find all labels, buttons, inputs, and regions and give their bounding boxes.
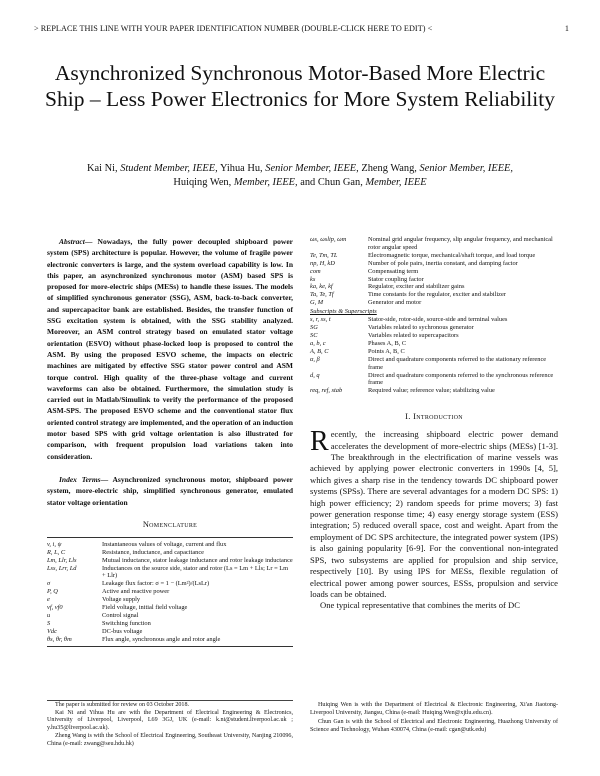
nomenclature-row — [47, 580, 293, 588]
introduction-paragraph-1 — [310, 426, 558, 600]
symbol: Lm, Llr, Lls — [47, 556, 77, 564]
symbol: P, Q — [47, 588, 58, 596]
symbol: Vdc — [47, 627, 57, 635]
symbol-description: Leakage flux factor: σ = 1 − (Lm²)/(LsLr) — [102, 580, 210, 588]
author-name: Zheng Wang, — [361, 163, 417, 174]
nomenclature-row — [310, 316, 558, 324]
page-number: 1 — [564, 24, 569, 33]
right-column — [310, 236, 558, 612]
nomenclature-row — [47, 628, 293, 636]
subscripts-table — [310, 316, 558, 395]
author-role: Senior Member, IEEE, — [419, 163, 514, 174]
symbol: np, H, kD — [310, 259, 335, 267]
symbol: u — [47, 611, 51, 619]
footnotes-left — [47, 702, 293, 748]
symbol-description: Instantaneous values of voltage, current and flux — [102, 540, 227, 548]
symbol-description: Stator coupling factor — [368, 275, 424, 283]
symbol: SC — [310, 331, 318, 339]
nomenclature-row — [47, 557, 293, 565]
nomenclature-row — [47, 596, 293, 604]
symbol: σ — [47, 580, 51, 588]
introduction-text: ecently, the increasing shipboard electric power demand accelerates the development of more-electric ships (MESs) [1-3]. The breakthrough in the electrification of marine vessels was achieved by applying power electronic converters in 1990s [4, 5], which gives a sharp rise in the tendency towards DC shipboard power systems (SPSs). There are several advantages for a modern DC SPS: 1) high power efficiency; 2) random speeds for prime movers; 3) fast power generation response time; 4) easy energy storage system (ESS) integration; 5) reduced overall space, cost and weight. Apart from the employment of DC SPS architecture, the integrated power system (IPS) is also gaining popularity [6-9]. For the conventional non-integrated SPS, two subsystems are applied for propulsion and ship service, respectively [10]. By using IPS for MESs, flexible regulation of electrical power among power sources, ESSs, propulsion and service loads can be obtained. — [310, 429, 558, 599]
symbol-description: Resistance, inductance, and capacitance — [102, 548, 205, 556]
symbol-description: Variables related to supercapacitors — [368, 331, 459, 339]
abstract-label: Abstract — [59, 237, 85, 246]
author-role: Member, IEEE — [365, 177, 427, 188]
index-terms-text: — Asynchronized synchronous motor, shipboard power system, more-electric ship, simplified synchronous generator, emulated stator voltage orientation — [47, 474, 294, 507]
author-role: Student Member, IEEE, — [120, 163, 218, 174]
symbol: a, b, c — [310, 339, 326, 347]
subscripts-heading: Subscripts & Superscripts — [310, 308, 377, 316]
nomenclature-row — [47, 604, 293, 612]
author-name: Kai Ni, — [86, 163, 118, 174]
nomenclature-row — [47, 620, 293, 628]
author-name: and Chun Gan, — [300, 177, 363, 188]
footnote-affiliation: Chun Gan is with the School of Electrical and Electronic Engineering, Huazhong University of Science and Technology, Wuhan 430074, China (e-mail: cgan@utk.edu) — [310, 719, 558, 734]
symbol: G, M — [310, 299, 324, 307]
nomenclature-row — [310, 299, 558, 307]
nomenclature-row — [47, 537, 293, 548]
symbol: s, r, ss, t — [310, 316, 331, 324]
symbol: Ta, Te, Tf — [310, 291, 334, 299]
running-header — [34, 24, 569, 33]
left-column — [47, 236, 293, 647]
nomenclature-row — [310, 252, 558, 260]
nomenclature-row — [47, 549, 293, 557]
paper-title: Asynchronized Synchronous Motor-Based More Electric Ship – Less Power Electronics for More System Reliability — [45, 61, 555, 111]
symbol-description: Regulator, exciter and stabilizer gains — [368, 283, 465, 291]
symbol-description: Required value; reference value; stabilizing value — [368, 387, 495, 395]
symbol: R, L, C — [47, 548, 66, 556]
symbol-description: Direct and quadrature components referred to the synchronous reference frame — [368, 371, 554, 387]
symbol: SG — [310, 324, 318, 332]
nomenclature-row — [47, 636, 293, 646]
author-list — [60, 162, 540, 190]
symbol-description: DC-bus voltage — [102, 627, 143, 635]
symbol: S — [47, 619, 51, 627]
symbol-description: Control signal — [102, 611, 139, 619]
abstract — [47, 236, 293, 462]
footnote-divider — [47, 700, 293, 701]
nomenclature-table-left — [47, 537, 293, 647]
symbol-description: Voltage supply — [102, 596, 141, 604]
footnote-submission: The paper is submitted for review on 03 October 2018. — [55, 702, 190, 708]
symbol: ωs, ωslip, ωm — [310, 236, 347, 243]
symbol: Te, Tm, TL — [310, 251, 338, 259]
nomenclature-row — [47, 612, 293, 620]
symbol-description: Active and reactive power — [102, 588, 170, 596]
symbol-description: Stator-side, rotor-side, source-side and terminal values — [368, 316, 508, 324]
symbol-description: Phases A, B, C — [368, 339, 407, 347]
nomenclature-row — [310, 283, 558, 291]
symbol-description: Generator and motor — [368, 299, 422, 307]
nomenclature-row — [47, 565, 293, 581]
nomenclature-row — [310, 372, 558, 388]
nomenclature-row — [310, 260, 558, 268]
symbol: α, β — [310, 355, 320, 363]
nomenclature-row — [310, 387, 558, 395]
introduction-paragraph-2: One typical representative that combines the merits of DC — [320, 600, 520, 611]
symbol: ks — [310, 275, 316, 283]
footnote-affiliation: Zheng Wang is with the School of Electrical Engineering, Southeast University, Nanjing 210096, China (e-mail: zwang@seu.hdu.hk) — [47, 732, 293, 747]
symbol: ka, ke, kf — [310, 283, 333, 291]
symbol: req, ref, stab — [310, 387, 343, 395]
symbol-description: Field voltage, initial field voltage — [102, 604, 188, 612]
index-terms — [47, 474, 293, 508]
symbol: com — [310, 267, 321, 275]
symbol-description: Inductances on the source side, stator and rotor (Ls = Lm + Lls; Lr = Lm + Llr) — [102, 564, 289, 580]
symbol-description: Electromagnetic torque, mechanical/shaft torque, and load torque — [368, 251, 536, 259]
symbol: Lss, Lrr, Ld — [47, 564, 77, 572]
abstract-text: — Nowadays, the fully power decoupled shipboard power system (SPS) architecture is popular. However, the volume of fragile power electronic converters is large, and the system overload capability is low. In this paper, an asynchronized synchronous motor (ASM) based SPS is proposed for more-electric ships (MESs) to handle these issues. The models of simplified synchronous generator (SSG), ASM, back-to-back converter, and supercapacitor bank are established. Besides, the transfer function of SSG excitation system is obtained, with the SSG stability analyzed. Moreover, an ASM control strategy based on emulated stator voltage orientation (ESVO) without phase-locked loop is proposed to control the ASM. By using the proposed ESVO scheme, the impacts on electric machines are mitigated by effective SSG stator power control and ASM torque control. High quality of the three-phase voltage and current waveforms can also be obtained. Furthermore, the simulation study is carried out in Matlab/Simulink to verify the performance of the proposed ASM-SPS. The proposed ESVO scheme and the conventional stator flux oriented control strategy are implemented, and the operation of an induction motor based SPS with grid voltage orientation is also illustrated for comparison, with frequent propulsion load variations taken into consideration. — [47, 237, 293, 461]
running-title[interactable]: > REPLACE THIS LINE WITH YOUR PAPER IDENTIFICATION NUMBER (DOUBLE-CLICK HERE TO EDIT) < — [34, 24, 433, 33]
dropcap-letter: R — [310, 426, 329, 458]
footnote-affiliation: Huiqing Wen is with the Department of Electrical & Electronic Engineering, Xi'an Jiaotong-Liverpool University, Jiangsu, China (e-mail: Huiqing.Wen@xjtlu.edu.cn). — [310, 702, 558, 716]
symbol-description: Nominal grid angular frequency, slip angular frequency, and mechanical rotor angular speed — [368, 236, 553, 251]
nomenclature-row — [310, 236, 558, 252]
nomenclature-row — [47, 588, 293, 596]
symbol-description: Number of pole pairs, inertia constant, and damping factor — [368, 259, 518, 267]
author-role: Member, IEEE, — [233, 177, 298, 188]
symbol: e — [47, 596, 50, 604]
author-name: Huiqing Wen, — [173, 177, 232, 188]
symbol: θs, θr, θm — [47, 635, 72, 643]
nomenclature-row — [310, 291, 558, 299]
author-name: Yihua Hu, — [219, 163, 263, 174]
symbol-description: Variables related to sychronous generator — [368, 324, 474, 332]
author-role: Senior Member, IEEE, — [265, 163, 359, 174]
nomenclature-row — [310, 276, 558, 284]
nomenclature-row — [310, 268, 558, 276]
symbol-description: Compensating term — [368, 267, 419, 275]
nomenclature-heading: Nomenclature — [142, 519, 198, 529]
introduction-heading: I. Introduction — [405, 411, 463, 422]
symbol: vf, vf0 — [47, 604, 63, 612]
symbol-description: Flux angle, synchronous angle and rotor angle — [102, 635, 221, 643]
nomenclature-row — [310, 340, 558, 348]
nomenclature-row — [310, 332, 558, 340]
footnote-affiliation: Kai Ni and Yihua Hu are with the Department of Electrical Engineering & Electronics, University of Liverpool, Liverpool, L69 3GJ, UK (e-mail: k.ni@student.liverpool.ac.uk ; y.hu35@liverpool.ac.uk). — [47, 709, 293, 732]
footnotes-right — [310, 702, 558, 735]
symbol-description: Time constants for the regulator, exciter and stabilizer — [368, 291, 506, 299]
symbol-description: Mutual inductance, stator leakage inductance and rotor leakage inductance — [102, 556, 293, 564]
nomenclature-row — [310, 356, 558, 372]
symbol-description: Points A, B, C — [368, 347, 405, 355]
symbol: v, i, ψ — [47, 540, 62, 548]
nomenclature-table-right — [310, 236, 558, 307]
symbol: A, B, C — [310, 347, 329, 355]
nomenclature-row — [310, 324, 558, 332]
symbol-description: Switching function — [102, 619, 151, 627]
nomenclature-row — [310, 348, 558, 356]
symbol: d, q — [310, 371, 320, 379]
index-terms-label: Index Terms — [59, 474, 101, 484]
symbol-description: Direct and quadrature components referred to the stationary reference frame — [368, 355, 547, 371]
